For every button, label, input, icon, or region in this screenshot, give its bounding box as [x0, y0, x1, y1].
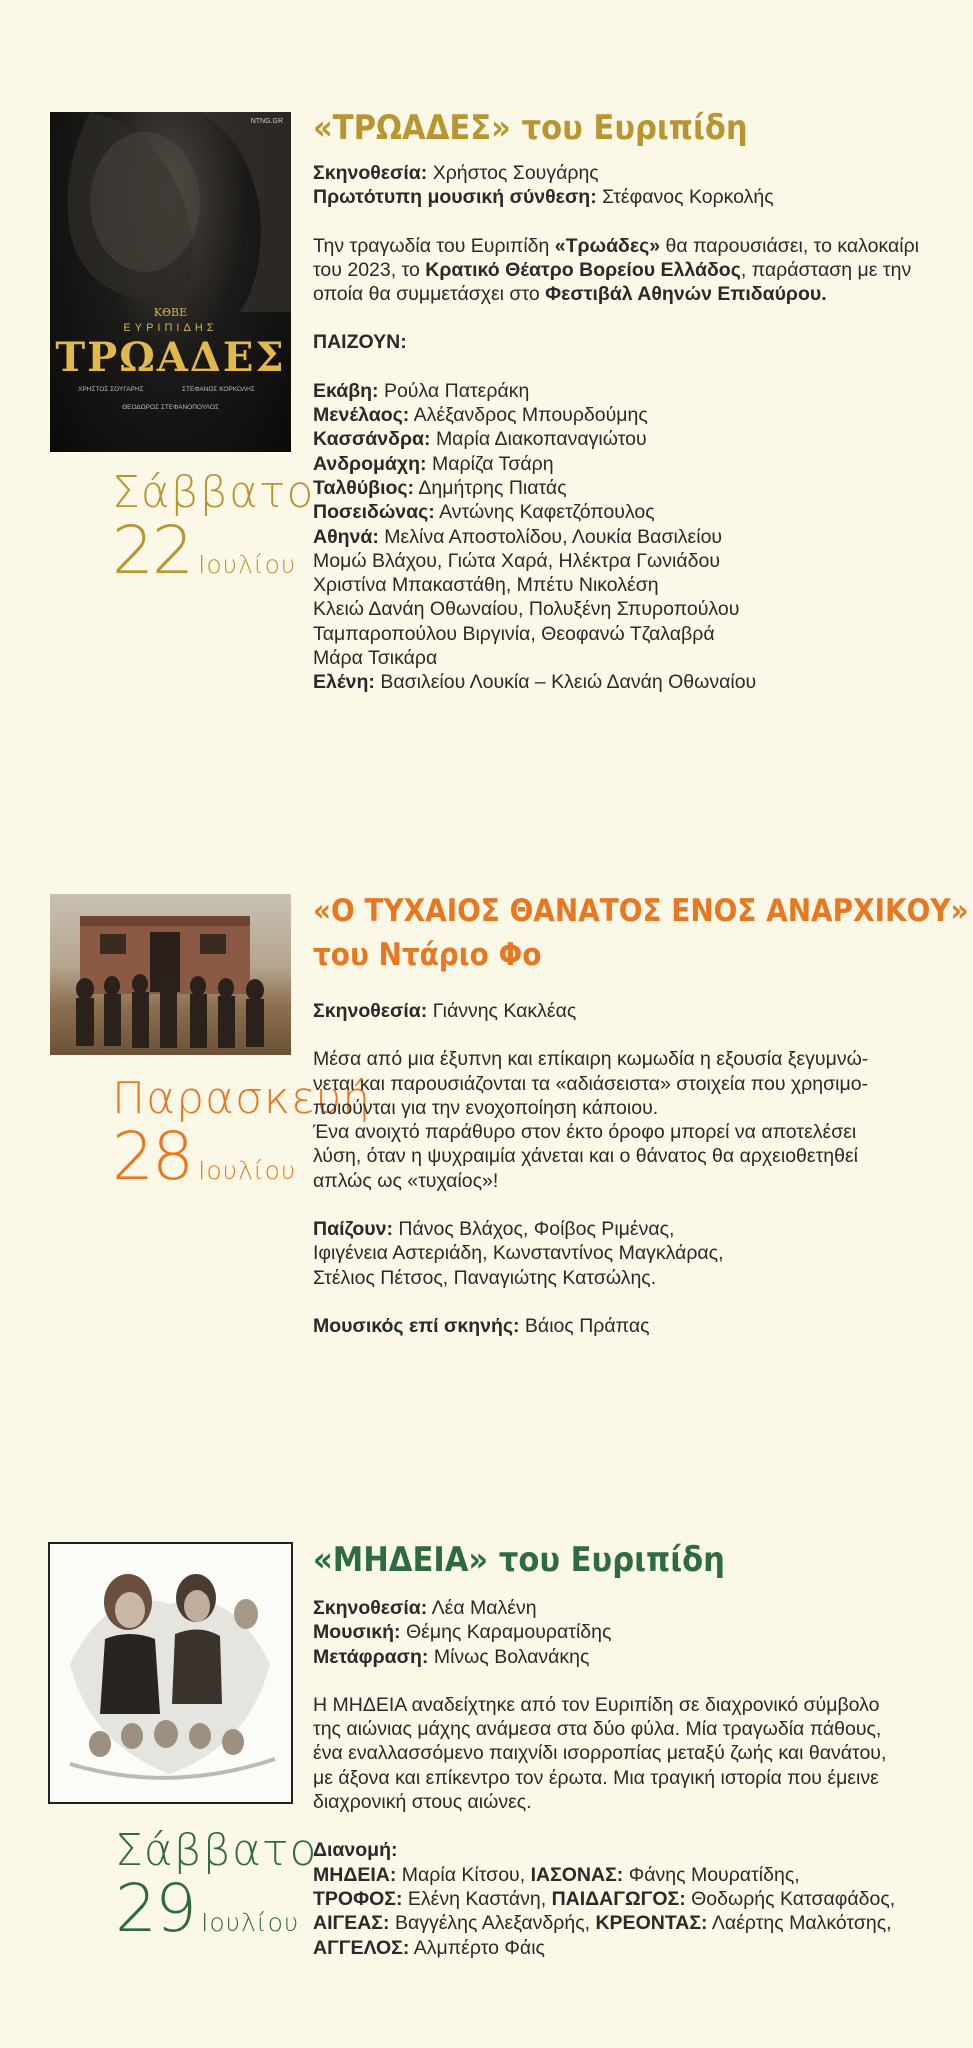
cast-row	[313, 1863, 963, 1887]
ensemble-illustration	[50, 1544, 291, 1802]
label: Σκηνοθεσία:	[313, 1597, 428, 1619]
cast-heading: Διανομή:	[313, 1839, 398, 1862]
cast-row	[313, 1887, 963, 1911]
date-day: Παρασκευή	[112, 1073, 372, 1124]
musician-name: Βάιος Πράπας	[524, 1314, 650, 1337]
play3-title: «ΜΗΔΕΙΑ» του Ευριπίδη	[313, 1540, 725, 1580]
actor: Βαγγέλης Αλεξανδρής,	[394, 1912, 591, 1935]
role: ΑΓΓΕΛΟΣ:	[313, 1936, 410, 1959]
director-name: Γιάννης Κακλέας	[432, 1000, 577, 1022]
date-day: Σάββατο	[115, 1825, 318, 1876]
director-name: Λέα Μαλένη	[431, 1597, 537, 1619]
actor: Βασιλείου Λουκία – Κλειώ Δανάη Οθωναίου	[380, 671, 757, 694]
composer-name: Θέμης Καραμουρατίδης	[405, 1621, 612, 1644]
cast-row	[313, 670, 963, 694]
role: ΙΑΣΟΝΑΣ:	[530, 1863, 624, 1886]
poster-title: ΤΡΩΑΔΕΣ	[55, 334, 286, 381]
actor: Δημήτρης Πιατάς	[418, 476, 567, 499]
actor: Θοδωρής Κατσαφάδος,	[691, 1887, 896, 1910]
play2-title-line2: του Ντάριο Φο	[313, 937, 542, 973]
cast-row	[313, 452, 963, 476]
date-month: Ιουλίου	[197, 550, 297, 579]
desc-line: Ένα ανοιχτό παράθυρο στον έκτο όροφο μπορεί να αποτελέσει	[313, 1121, 857, 1144]
cast-row	[313, 525, 963, 549]
actor: Μαρία Διακοπαναγιώτου	[435, 428, 647, 451]
chorus-line: Χριστίνα Μπακαστάθη, Μπέτυ Νικολέση	[313, 574, 659, 597]
chorus-line: Μάρα Τσικάρα	[313, 647, 438, 670]
label: Πρωτότυπη μουσική σύνθεση:	[313, 186, 597, 209]
poster-author: ΕΥΡΙΠΙΔΗΣ	[123, 322, 218, 334]
role: Ανδρομάχη:	[313, 452, 427, 475]
play1-details	[313, 161, 963, 695]
role: Ελένη:	[313, 671, 375, 694]
date-play1	[112, 467, 315, 589]
date-day: Σάββατο	[112, 467, 315, 518]
desc-line: της αιώνιας μάχης ανάμεσα στα δύο φύλα. Μία τραγωδία πάθους,	[313, 1718, 882, 1741]
desc-bold: Κρατικό Θέατρο Βορείου Ελλάδος	[425, 258, 741, 281]
actor: Αντώνης Καφετζόπουλος	[439, 501, 655, 524]
play2-details	[313, 999, 963, 1338]
date-number: 28	[112, 1118, 192, 1195]
chorus-line: Κλειώ Δανάη Οθωναίου, Πολυξένη Σπυροπούλου	[313, 598, 740, 621]
actor: Μαρία Κίτσου,	[401, 1863, 526, 1886]
cast-row	[313, 403, 963, 427]
role: ΜΗΔΕΙΑ:	[313, 1863, 397, 1886]
medea-poster	[48, 1542, 293, 1804]
play2-title	[313, 889, 968, 977]
cast-row	[313, 476, 963, 500]
actor: Λαέρτης Μαλκότσης,	[711, 1912, 892, 1935]
desc-line: ένα εναλλασσόμενο παιχνίδι ισορροπίας μεταξύ ζωής και θανάτου,	[313, 1742, 887, 1765]
cast-row	[313, 1936, 963, 1960]
poster-tag: NTNG.GR	[250, 118, 283, 125]
desc-bold: Φεστιβάλ Αθηνών Επιδαύρου.	[545, 283, 827, 306]
portrait-silhouette	[50, 112, 291, 452]
desc-line: Η ΜΗΔΕΙΑ αναδείχτηκε από τον Ευριπίδη σε διαχρονικό σύμβολο	[313, 1693, 880, 1716]
translator-name: Μίνως Βολανάκης	[433, 1645, 590, 1668]
cast-line: Ιφιγένεια Αστεριάδη, Κωνσταντίνος Μαγκλάρας,	[313, 1242, 724, 1265]
director-name: Χρήστος Σουγάρης	[432, 162, 599, 184]
desc-line: διαχρονική στους αιώνες.	[313, 1791, 532, 1814]
desc-line: με άξονα και επίκεντρο τον έρωτα. Μια τραγική ιστορία που έμεινε	[313, 1766, 879, 1789]
cast-row	[313, 500, 963, 524]
desc-text: , παράσταση με την οποία θα συμμετάσχει στο	[313, 258, 912, 306]
actor: Αλμπέρτο Φάις	[413, 1936, 545, 1959]
desc-text: Την τραγωδία του Ευριπίδη	[313, 234, 555, 257]
role: ΤΡΟΦΟΣ:	[313, 1887, 403, 1910]
actor: Αλέξανδρος Μπουρδούμης	[413, 404, 648, 427]
actor: Ρούλα Πατεράκη	[383, 379, 530, 402]
actor: Μαρίζα Τσάρη	[431, 452, 554, 475]
play2-title-line1: «Ο ΤΥΧΑΙΟΣ ΘΑΝΑΤΟΣ ΕΝΟΣ ΑΝΑΡΧΙΚΟΥ»	[313, 893, 969, 929]
date-number: 22	[112, 512, 192, 589]
role: Κασσάνδρα:	[313, 428, 431, 451]
role: ΚΡΕΟΝΤΑΣ:	[595, 1912, 708, 1935]
poster-credit-right: ΣΤΕΦΑΝΟΣ ΚΟΡΚΟΛΗΣ	[182, 386, 255, 393]
poster-credit-left: ΧΡΗΣΤΟΣ ΣΟΥΓΑΡΗΣ	[78, 386, 144, 393]
role: ΠΑΙΔΑΓΩΓΟΣ:	[551, 1887, 686, 1910]
role: Αθηνά:	[313, 525, 379, 548]
desc-line: λύση, όταν η ψυχραιμία χάνεται και ο θάνατος θα αρχειοθετηθεί	[313, 1145, 858, 1168]
desc-text: θα παρουσιάσει, το καλοκαίρι του 2023, το	[313, 234, 920, 281]
poster-credit-bottom: ΘΕΟΔΩΡΟΣ ΣΤΕΦΑΝΟΠΟΥΛΟΣ	[122, 404, 219, 411]
cast-heading: ΠΑΙΖΟΥΝ:	[313, 331, 407, 354]
group-photo-illustration	[50, 894, 291, 1055]
desc-line: ποιούνται για την ενοχοποίηση κάποιου.	[313, 1096, 659, 1119]
label: Σκηνοθεσία:	[313, 162, 428, 184]
chorus-line: Ταμπαροπούλου Βιργινία, Θεοφανώ Τζαλαβρά	[313, 622, 715, 645]
desc-bold: «Τρωάδες»	[554, 234, 661, 257]
troades-poster	[50, 112, 291, 452]
cast-row	[313, 379, 963, 403]
label: Παίζουν:	[313, 1218, 393, 1241]
label: Σκηνοθεσία:	[313, 1000, 428, 1022]
anarchist-poster	[50, 894, 291, 1055]
play3-details	[313, 1596, 963, 1960]
actor: Ελένη Καστάνη,	[407, 1887, 547, 1910]
role: Εκάβη:	[313, 379, 379, 402]
play1-description	[313, 234, 953, 307]
role: Ποσειδώνας:	[313, 501, 435, 524]
label: Μουσικός επί σκηνής:	[313, 1314, 520, 1337]
date-number: 29	[115, 1870, 195, 1947]
role: Ταλθύβιος:	[313, 476, 415, 499]
chorus-line: Μομώ Βλάχου, Γιώτα Χαρά, Ηλέκτρα Γωνιάδου	[313, 549, 720, 572]
desc-line: απλώς ως «τυχαίος»!	[313, 1169, 499, 1192]
date-play3	[115, 1825, 318, 1947]
label: Μουσική:	[313, 1621, 401, 1644]
date-month: Ιουλίου	[200, 1908, 300, 1937]
composer-name: Στέφανος Κορκολής	[602, 186, 774, 209]
desc-line: Μέσα από μια έξυπνη και επίκαιρη κωμωδία η εξουσία ξεγυμνώ-	[313, 1048, 869, 1071]
date-month: Ιουλίου	[197, 1156, 297, 1185]
role: ΑΙΓΕΑΣ:	[313, 1912, 390, 1935]
role: Μενέλαος:	[313, 404, 410, 427]
play1-title: «ΤΡΩΑΔΕΣ» του Ευριπίδη	[313, 108, 748, 148]
actor: Μελίνα Αποστολίδου, Λουκία Βασιλείου	[384, 525, 723, 548]
poster-logo: ΚΘΒΕ	[153, 306, 188, 319]
cast-line: Πάνος Βλάχος, Φοίβος Ριμένας,	[398, 1218, 675, 1241]
cast-row	[313, 427, 963, 451]
actor: Φάνης Μουρατίδης,	[628, 1863, 800, 1886]
cast-row	[313, 1911, 963, 1935]
label: Μετάφραση:	[313, 1645, 429, 1668]
cast-line: Στέλιος Πέτσος, Παναγιώτης Κατσώλης.	[313, 1266, 657, 1289]
desc-line: νεται και παρουσιάζονται τα «αδιάσειστα» στοιχεία που χρησιμο-	[313, 1072, 869, 1095]
